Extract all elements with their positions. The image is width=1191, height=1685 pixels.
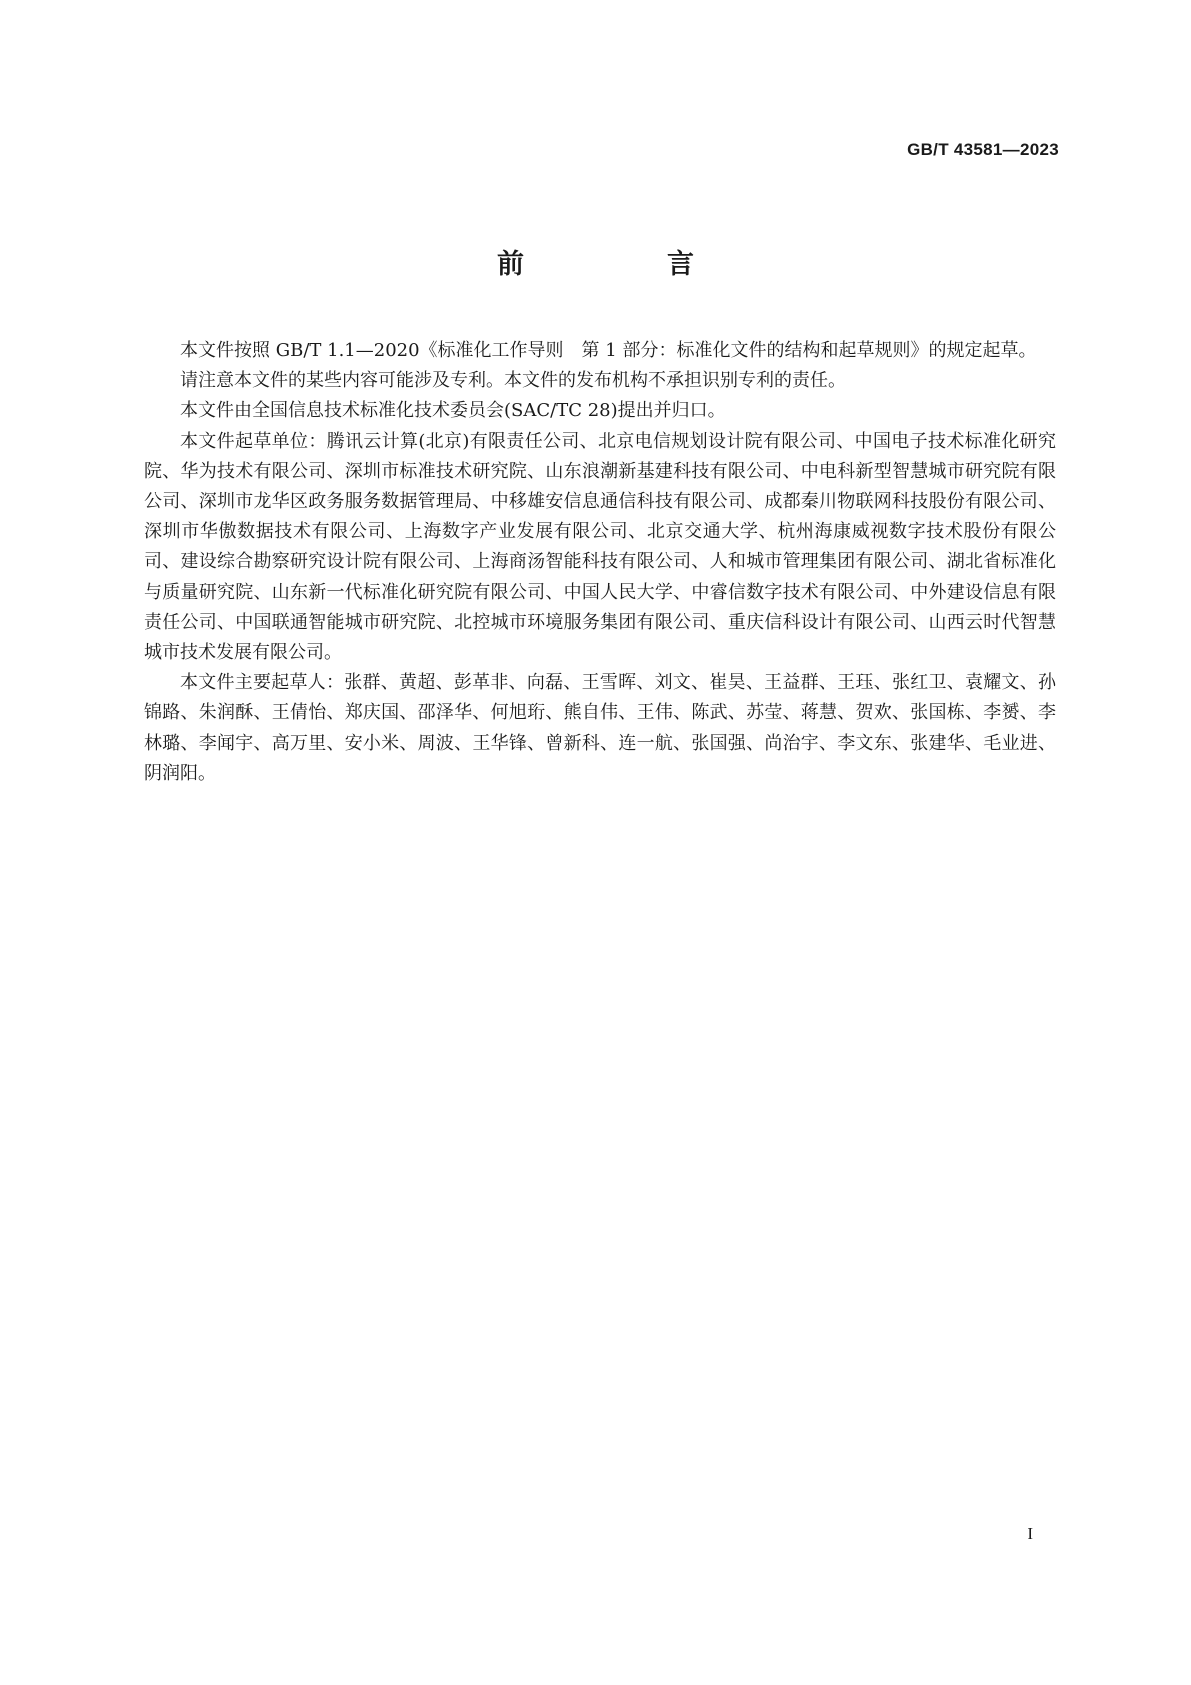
paragraph-patent-notice: 请注意本文件的某些内容可能涉及专利。本文件的发布机构不承担识别专利的责任。 xyxy=(180,370,846,392)
foreword-body xyxy=(144,336,1056,789)
paragraph-proposer: 本文件由全国信息技术标准化技术委员会(SAC/TC 28)提出并归口。 xyxy=(180,400,726,422)
page-title: 前 言 xyxy=(497,249,752,280)
page-number: I xyxy=(1027,1524,1033,1543)
paragraph-drafting-rules: 本文件按照 GB/T 1.1—2020《标准化工作导则 第 1 部分：标准化文件的结构和起草规则》的规定起草。 xyxy=(180,340,1037,361)
paragraph-drafters: 本文件主要起草人：张群、黄超、彭革非、向磊、王雪晖、刘文、崔昊、王益群、王珏、张红卫、袁耀文、孙锦路、朱润酥、王倩怡、郑庆国、邵泽华、何旭珩、熊自伟、王伟、陈武、苏莹、蒋慧、贺欢、张国栋、李赟、李林璐、李闻宇、高万里、安小米、周波、王华锋、曾新科、连一航、张国强、尚治宇、李文东、张建华、毛业进、阴润阳。 xyxy=(144,672,1056,784)
standard-code: GB/T 43581—2023 xyxy=(907,140,1059,159)
paragraph-drafting-units: 本文件起草单位：腾讯云计算(北京)有限责任公司、北京电信规划设计院有限公司、中国电子技术标准化研究院、华为技术有限公司、深圳市标准技术研究院、山东浪潮新基建科技有限公司、中电科新型智慧城市研究院有限公司、深圳市龙华区政务服务数据管理局、中移雄安信息通信科技有限公司、成都秦川物联网科技股份有限公司、深圳市华傲数据技术有限公司、上海数字产业发展有限公司、北京交通大学、杭州海康威视数字技术股份有限公司、建设综合勘察研究设计院有限公司、上海商汤智能科技有限公司、人和城市管理集团有限公司、湖北省标准化与质量研究院、山东新一代标准化研究院有限公司、中国人民大学、中睿信数字技术有限公司、中外建设信息有限责任公司、中国联通智能城市研究院、北控城市环境服务集团有限公司、重庆信科设计有限公司、山西云时代智慧城市技术发展有限公司。 xyxy=(144,430,1056,664)
